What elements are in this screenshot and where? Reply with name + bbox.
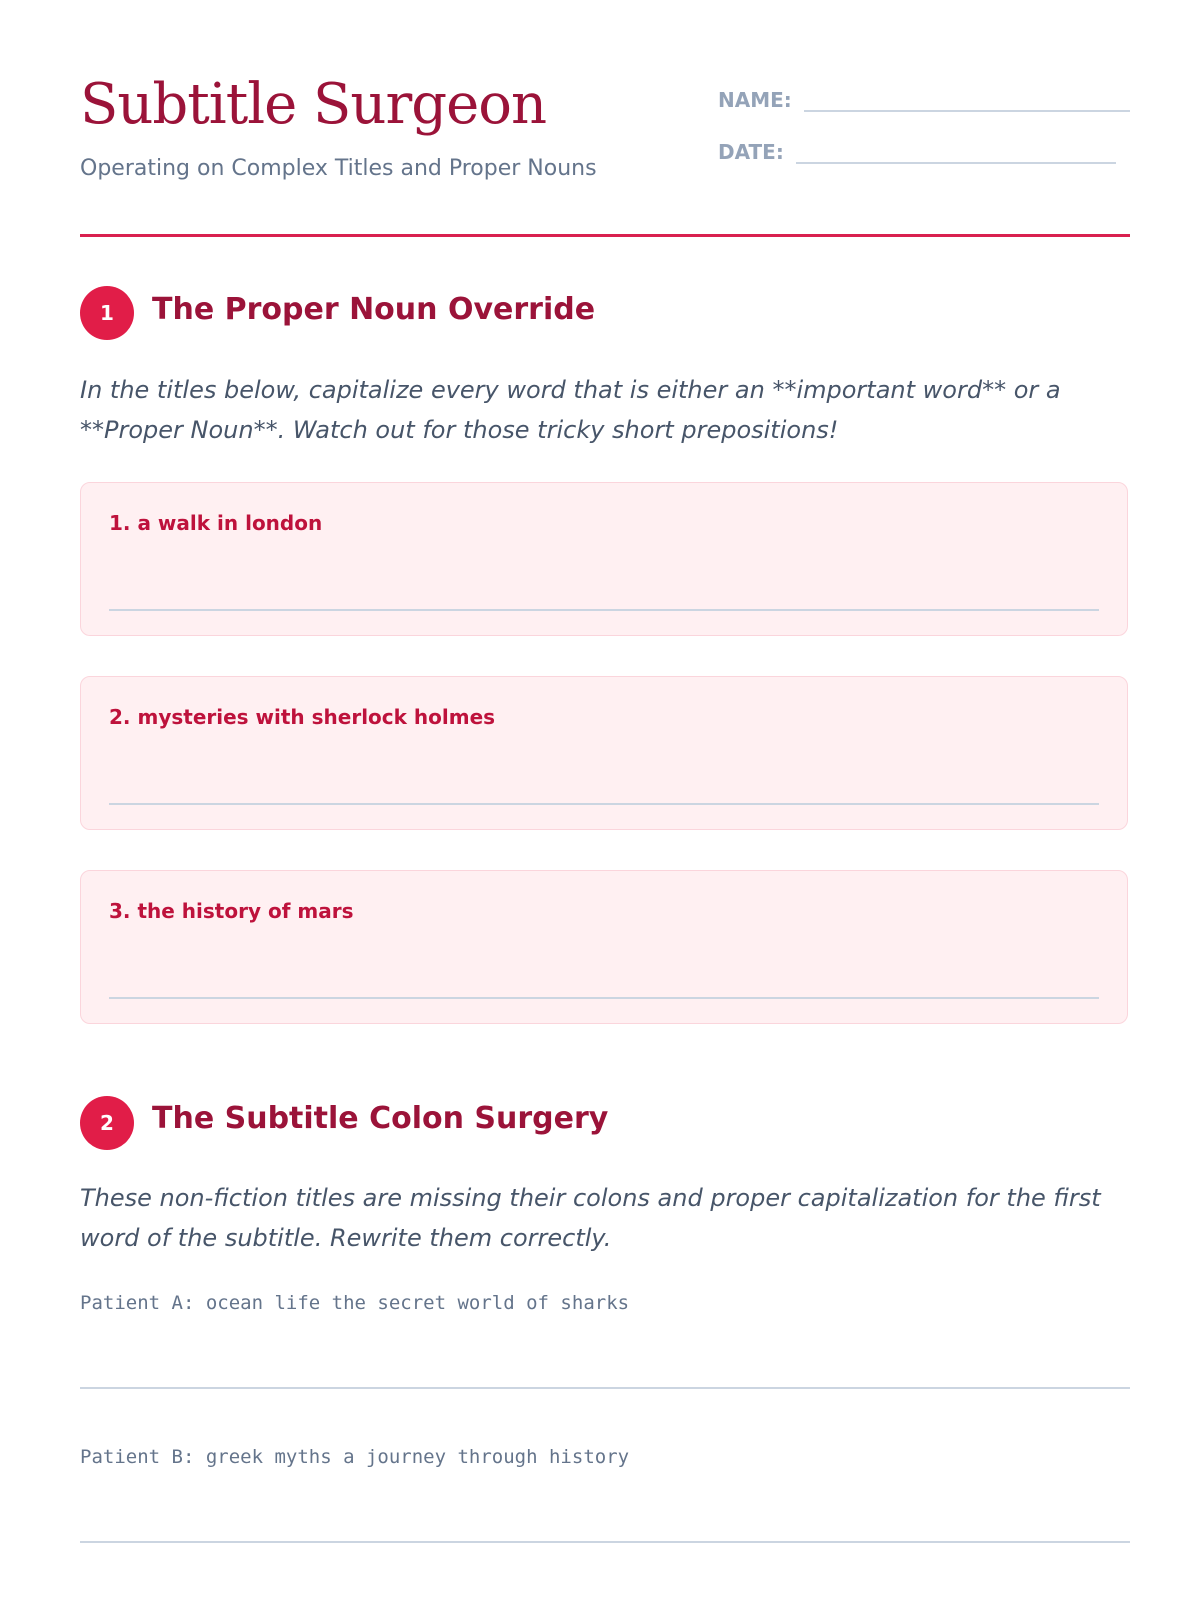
patient-b-answer-line[interactable] — [80, 1541, 1130, 1543]
section-1-title: The Proper Noun Override — [152, 292, 596, 327]
section-1-badge: 1 — [80, 286, 134, 340]
header-divider — [80, 234, 1130, 237]
date-field[interactable] — [796, 144, 1116, 164]
exercise-prompt: 2. mysteries with sherlock holmes — [109, 705, 496, 729]
exercise-card-1 — [80, 482, 1128, 636]
section-1-instructions: In the titles below, capitalize every word that is either an **important word** or a **Proper Noun**. Watch out for those tricky short prepositions! — [80, 376, 1061, 444]
date-label: DATE: — [718, 140, 784, 164]
answer-line[interactable] — [109, 803, 1099, 805]
exercise-card-2 — [80, 676, 1128, 830]
exercise-prompt: 3. the history of mars — [109, 899, 354, 923]
name-label: NAME: — [718, 88, 792, 112]
section-2-title: The Subtitle Colon Surgery — [152, 1101, 609, 1136]
section-2-instructions: These non-fiction titles are missing their colons and proper capitalization for the first word of the subtitle. Rewrite them correctly. — [80, 1184, 1101, 1252]
patient-b-prompt: Patient B: greek myths a journey through history — [80, 1446, 630, 1468]
name-field-row — [718, 88, 1130, 112]
patient-a-prompt: Patient A: ocean life the secret world of sharks — [80, 1292, 630, 1314]
answer-line[interactable] — [109, 997, 1099, 999]
patient-a-answer-line[interactable] — [80, 1387, 1130, 1389]
section-2-badge: 2 — [80, 1096, 134, 1150]
answer-line[interactable] — [109, 609, 1099, 611]
exercise-prompt: 1. a walk in london — [109, 511, 323, 535]
date-field-row — [718, 140, 1116, 164]
name-field[interactable] — [804, 92, 1130, 112]
page-title: Subtitle Surgeon — [80, 72, 547, 137]
page-subtitle: Operating on Complex Titles and Proper Nouns — [80, 156, 597, 181]
exercise-card-3 — [80, 870, 1128, 1024]
